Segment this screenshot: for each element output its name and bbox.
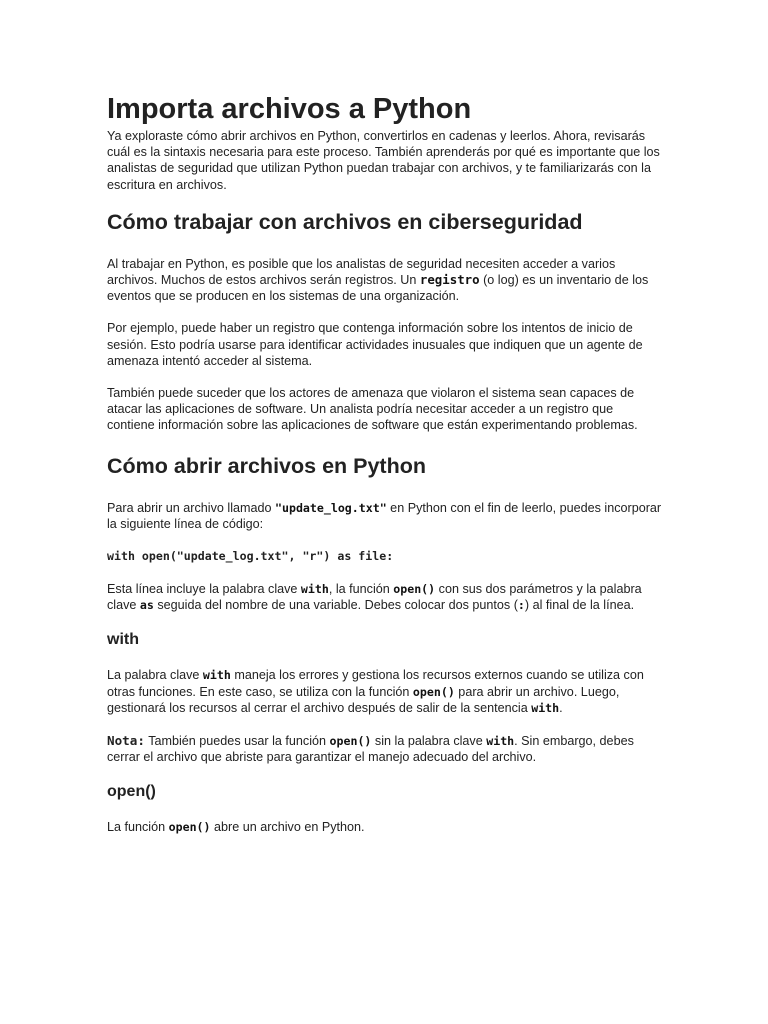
subheading-open: open() <box>107 783 156 801</box>
note-label: Nota: <box>107 733 145 749</box>
section-heading-ciberseguridad: Cómo trabajar con archivos en ciberseguridad <box>107 209 583 234</box>
term-registro: registro <box>419 272 480 288</box>
filename-code: "update_log.txt" <box>275 500 387 515</box>
function-open-code: open() <box>329 734 372 749</box>
open-paragraph: La función open() abre un archivo en Python. <box>107 820 365 835</box>
keyword-with-code: with <box>486 734 515 749</box>
keyword-with-code: with <box>531 700 560 715</box>
function-open-code: open() <box>393 582 436 597</box>
section2-paragraph-2: Esta línea incluye la palabra clave with, la función open() con sus dos parámetros y la palabra clave as seguida del nombre de una variable. Debes colocar dos puntos (:) al final de la línea. <box>107 582 642 613</box>
note-paragraph: Nota: También puedes usar la función open() sin la palabra clave with. Sin embargo, debes cerrar el archivo que abriste para garantizar el manejo adecuado del archivo. <box>107 733 634 765</box>
subheading-with: with <box>107 631 139 649</box>
function-open-code: open() <box>168 820 211 835</box>
with-paragraph: La palabra clave with maneja los errores y gestiona los recursos externos cuando se utiliza con otras funciones. En este caso, se utiliza con la función open() para abrir un archivo. Luego, gestionará los recursos al cerrar el archivo después de salir de la sentencia with. <box>107 668 644 715</box>
page-title: Importa archivos a Python <box>107 93 472 125</box>
section1-paragraph-3: También puede suceder que los actores de amenaza que violaron el sistema sean capaces de atacar las aplicaciones de software. Un analista podría necesitar acceder a un registro que contiene información sobre las aplicaciones de software que están experimentando problemas. <box>107 386 638 433</box>
function-open-code: open() <box>412 684 455 699</box>
section1-paragraph-1: Al trabajar en Python, es posible que los analistas de seguridad necesiten acceder a varios archivos. Muchos de estos archivos serán registros. Un registro (o log) es un inventario de los eventos que se producen en los sistemas de una organización. <box>107 256 649 304</box>
section-heading-abrir-archivos: Cómo abrir archivos en Python <box>107 453 426 478</box>
section1-paragraph-2: Por ejemplo, puede haber un registro que contenga información sobre los intentos de inicio de sesión. Esto podría usarse para identificar actividades inusuales que indiquen que un agente de amenaza intentó acceder al sistema. <box>107 321 643 368</box>
keyword-with-code: with <box>300 582 329 597</box>
section2-paragraph-1: Para abrir un archivo llamado "update_log.txt" en Python con el fin de leerlo, puedes incorporar la siguiente línea de código: <box>107 500 662 531</box>
document-page <box>107 90 663 836</box>
keyword-with-code: with <box>202 668 231 683</box>
colon-code: : <box>517 598 525 613</box>
intro-paragraph: Ya exploraste cómo abrir archivos en Python, convertirlos en cadenas y leerlos. Ahora, revisarás cuál es la sintaxis necesaria para este proceso. También aprenderás por qué es importante que los analistas de seguridad que utilizan Python puedan trabajar con archivos, y te familiarizarás con la escritura en archivos. <box>107 129 660 192</box>
code-example-line: with open("update_log.txt", "r") as file: <box>107 549 394 564</box>
keyword-as-code: as <box>139 598 154 613</box>
